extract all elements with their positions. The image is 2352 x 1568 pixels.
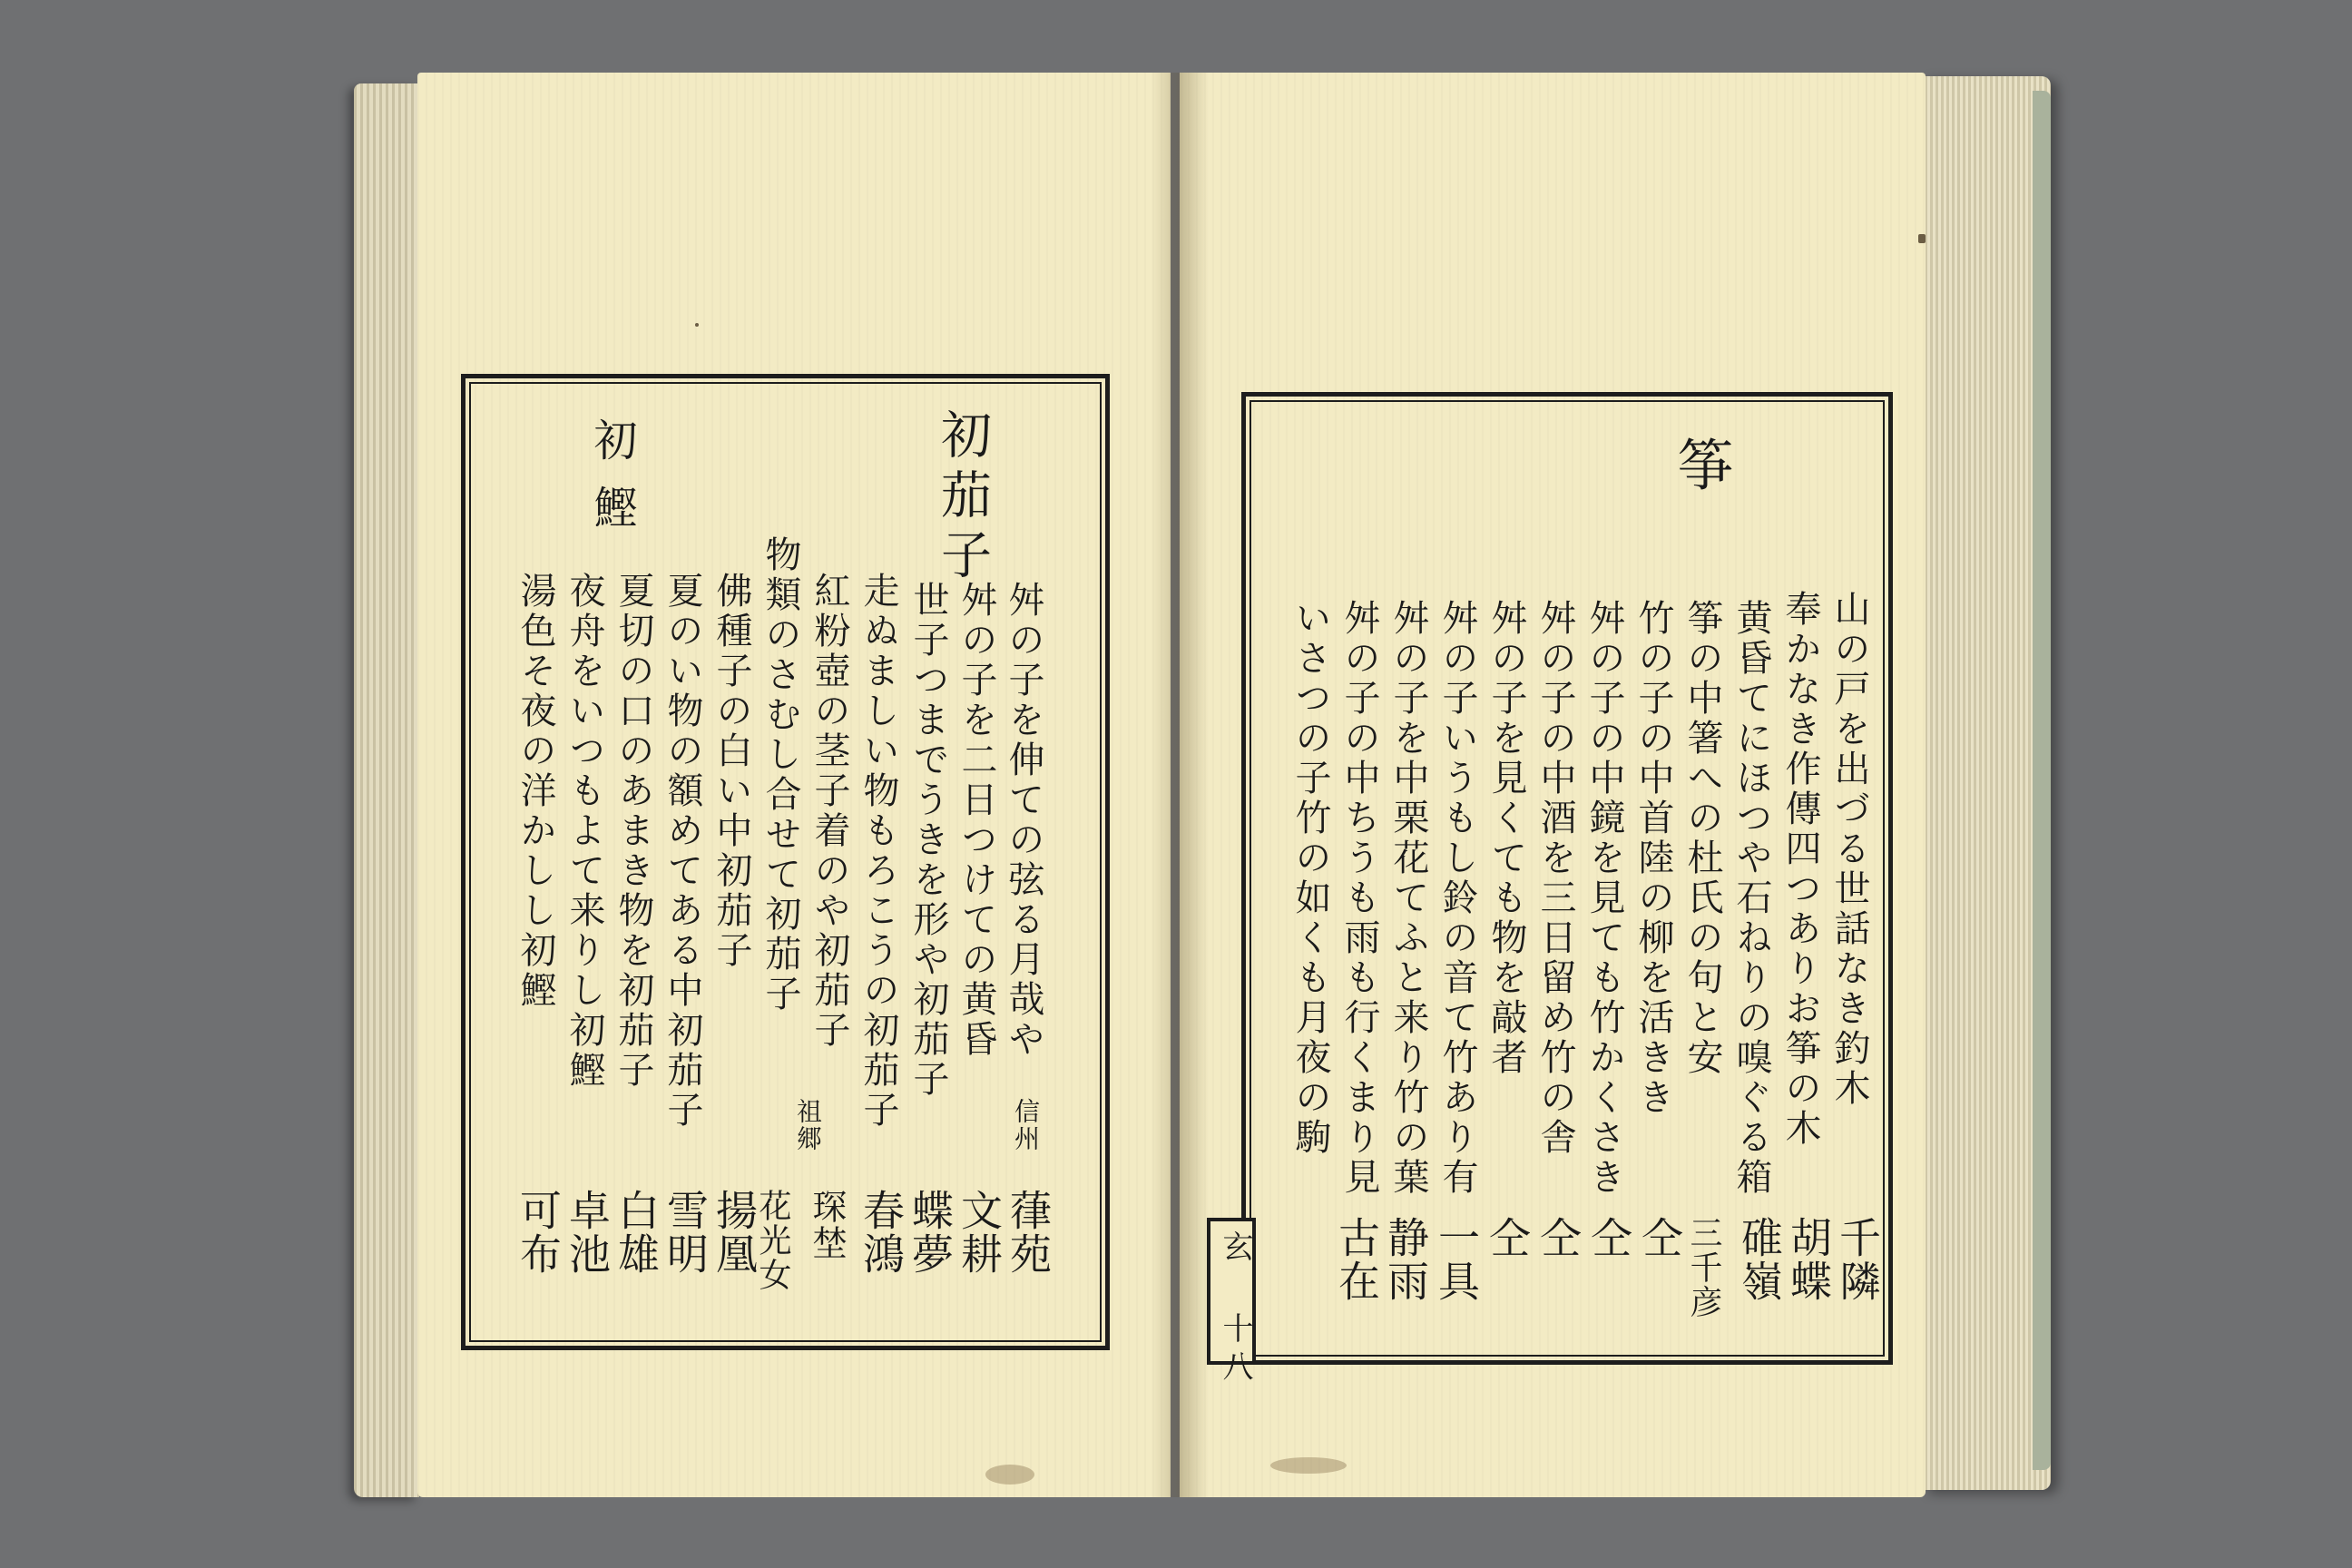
left-verse-3: 世子つまでうきを形や初茄子 — [907, 581, 949, 1100]
right-author-8: 仝 — [1483, 1216, 1532, 1259]
right-verse-1: 山の戸を出づる世話なき釣木 — [1828, 590, 1870, 1109]
left-author-10: 卓池 — [563, 1189, 612, 1276]
paper-tear — [985, 1465, 1034, 1485]
left-verse-6: 物類のさむし合せて初茄子 — [760, 535, 801, 1014]
right-verse-8: 舛の子を見くても物を敲者 — [1485, 599, 1527, 1078]
right-verse-9: 舛の子いうもし鈴の音て竹あり有 — [1436, 599, 1478, 1198]
paper-speck — [1918, 234, 1926, 243]
left-page-edges — [354, 83, 419, 1497]
right-author-3: 碓嶺 — [1735, 1216, 1784, 1303]
left-verse-8: 夏のい物の額めてある中初茄子 — [662, 572, 703, 1131]
left-author-6: 花光女 — [754, 1189, 791, 1292]
right-page-edges — [1922, 76, 2051, 1490]
right-author-5: 仝 — [1635, 1216, 1684, 1259]
left-author-2: 文耕 — [955, 1189, 1004, 1276]
book-gutter — [1151, 73, 1209, 1497]
right-verse-7: 舛の子の中酒を三日留め竹の舎 — [1534, 599, 1576, 1158]
left-verse-5: 紅粉壺の茎子着のや初茄子 — [808, 572, 850, 1051]
left-verse-2: 舛の子を二日つけての黄昏 — [956, 581, 997, 1060]
right-author-2: 胡蝶 — [1784, 1216, 1833, 1303]
left-verse-4: 走ぬましい物もろこうの初茄子 — [858, 572, 899, 1131]
right-verse-6: 舛の子の中鏡を見ても竹かくさき — [1583, 599, 1625, 1198]
left-page-title: 初茄子 — [933, 408, 992, 588]
right-author-7: 仝 — [1534, 1216, 1583, 1259]
left-page-subtitle: 初鰹 — [586, 417, 637, 552]
left-author-9: 白雄 — [612, 1189, 661, 1276]
left-author-3: 蝶夢 — [906, 1189, 955, 1276]
page-number-tab — [1207, 1218, 1256, 1388]
left-province-6: 祖郷 — [793, 1098, 823, 1152]
right-author-6: 仝 — [1584, 1216, 1633, 1259]
right-verse-11: 舛の子の中ちうも雨も行くまり見 — [1338, 599, 1380, 1198]
right-author-10: 静雨 — [1381, 1216, 1430, 1303]
left-verse-11: 湯色そ夜の洋かしし初鰹 — [514, 572, 556, 1011]
right-author-1: 千隣 — [1833, 1216, 1882, 1303]
left-author-11: 可布 — [514, 1189, 563, 1276]
left-author-7: 揚凰 — [710, 1189, 759, 1276]
left-verse-1: 舛の子を伸ての弦る月哉や — [1003, 581, 1044, 1060]
page-number-label: 玄 十八 — [1217, 1230, 1253, 1388]
left-verse-9: 夏切の口のあまき物を初茄子 — [612, 572, 654, 1091]
right-verse-2: 奉かなき作傳四つありお筝の木 — [1779, 590, 1821, 1149]
right-verse-4: 筝の中箸への杜氏の句と安 — [1681, 599, 1723, 1078]
left-verse-7: 佛種子の白い中初茄子 — [710, 572, 752, 971]
right-author-9: 一具 — [1432, 1216, 1481, 1303]
right-verse-3: 黄昏てにほつや石ねりの嗅ぐる箱 — [1730, 599, 1772, 1198]
left-province-1: 信州 — [1011, 1098, 1041, 1152]
book-cover-edge — [2033, 91, 2051, 1470]
right-page-title: 筝 — [1668, 436, 1734, 501]
right-author-11: 古在 — [1332, 1216, 1381, 1303]
paper-tear — [1270, 1457, 1347, 1474]
right-verse-5: 竹の子の中首陸の柳を活きき — [1632, 599, 1674, 1118]
left-author-8: 雪明 — [661, 1189, 710, 1276]
right-verse-10: 舛の子を中栗花てふと来り竹の葉 — [1387, 599, 1429, 1198]
left-author-1: 葎苑 — [1004, 1189, 1053, 1276]
left-verse-10: 夜舟をいつもよて来りし初鰹 — [564, 572, 605, 1091]
paper-speck — [695, 323, 699, 327]
left-author-4: 春鴻 — [857, 1189, 906, 1276]
right-verse-12: いさつの子竹の如くも月夜の駒 — [1289, 599, 1331, 1158]
left-author-5: 琛埜 — [807, 1189, 847, 1261]
right-author-4: 三千彦 — [1685, 1216, 1722, 1319]
